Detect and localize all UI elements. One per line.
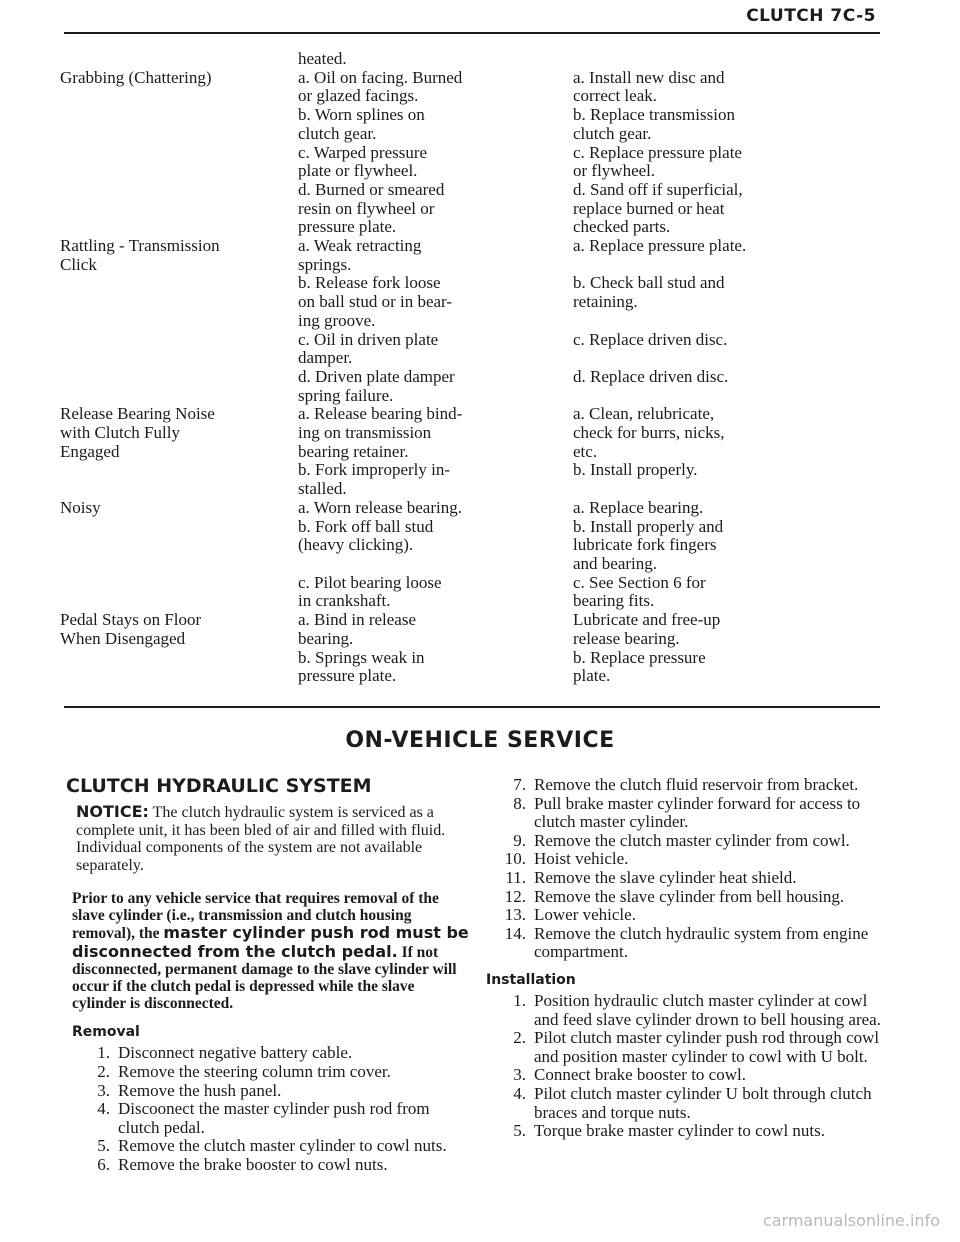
correction-line: a. Replace bearing. [573,497,704,517]
cause-line: resin on flywheel or [298,198,435,218]
condition-line: Release Bearing Noise [60,404,215,424]
condition-line: Pedal Stays on Floor [60,610,202,630]
cause-line: (heavy clicking). [298,535,414,555]
cause-line: bearing. [298,628,354,648]
list-item [72,1137,472,1156]
list-item [486,1122,886,1141]
correction-line: checked parts. [573,217,671,237]
correction-line: c. Replace pressure plate [573,142,742,162]
condition-line: Rattling - Transmission [60,236,220,256]
step-text: Remove the hush panel. [118,1080,282,1100]
correction-line [573,480,873,499]
correction-line: etc. [573,441,598,461]
warning-paragraph [72,890,472,1012]
condition-cell [60,405,298,499]
correction-line: d. Sand off if superficial, [573,179,743,199]
condition-line: Grabbing (Chattering) [60,67,212,87]
correction-line: or flywheel. [573,161,656,181]
correction-line: b. Replace transmission [573,105,735,125]
correction-line: release bearing. [573,628,680,648]
step-number: 2. [513,1028,526,1048]
table-row [60,237,890,405]
installation-heading: Installation [486,971,576,988]
step-text: Pilot clutch master cylinder push rod through cowl and position master cylinder to cowl with U bolt. [534,1028,880,1066]
correction-line: correct leak. [573,86,657,106]
cause-line: b. Worn splines on [298,105,425,125]
step-number: 6. [97,1154,110,1174]
notice-label: NOTICE: [76,802,149,821]
cause-line: bearing retainer. [298,441,409,461]
cause-line: d. Burned or smeared [298,179,445,199]
cause-line: heated. [298,49,347,68]
cause-cell [298,499,573,611]
notice-text: The clutch hydraulic system is serviced as a complete unit, it has been bled of air and filled with fluid. Individual components of the system are not available separately. [76,804,446,874]
step-text: Remove the steering column trim cover. [118,1062,391,1082]
correction-line: b. Install properly. [573,460,698,480]
list-item [486,1066,886,1085]
step-number: 10. [504,849,526,869]
list-item [486,776,886,795]
step-text: Remove the clutch master cylinder from cowl. [534,830,850,850]
notice-paragraph [76,803,472,874]
step-number: 1. [97,1043,110,1063]
installation-steps [486,992,886,1141]
step-text: Position hydraulic clutch master cylinder at cowl and feed slave cylinder drown to bell housing area. [534,990,881,1029]
cause-line [298,555,573,574]
correction-cell [573,405,873,499]
removal-steps [72,1044,472,1174]
cause-cell [298,405,573,499]
cause-cell [298,69,573,237]
correction-line: d. Replace driven disc. [573,366,729,386]
cause-line: on ball stud or in bear- [298,292,453,312]
cause-line: damper. [298,348,353,368]
removal-heading: Removal [72,1024,140,1041]
correction-line: b. Replace pressure [573,647,706,667]
list-item [486,850,886,869]
condition-line: Engaged [60,441,120,461]
step-number: 5. [97,1136,110,1156]
cause-line: a. Oil on facing. Burned [298,67,463,87]
step-number: 3. [513,1065,526,1085]
cause-line: plate or flywheel. [298,161,418,181]
section-title: ON-VEHICLE SERVICE [345,728,615,753]
step-text: Connect brake booster to cowl. [534,1065,746,1085]
correction-line: b. Check ball stud and [573,273,725,293]
list-item [486,869,886,888]
correction-line: Lubricate and free-up [573,610,721,630]
step-number: 2. [97,1062,110,1082]
table-row [60,405,890,499]
list-item [486,925,886,962]
top-rule [64,32,880,34]
condition-cell [60,50,298,69]
cause-line: d. Driven plate damper [298,366,455,386]
step-text: Remove the slave cylinder from bell housing. [534,886,845,906]
condition-cell [60,69,298,237]
diagnosis-table [60,50,890,686]
correction-cell [573,611,873,686]
cause-line: b. Fork improperly in- [298,460,451,480]
step-number: 4. [97,1099,110,1119]
step-number: 1. [513,990,526,1010]
correction-line: a. Replace pressure plate. [573,236,747,256]
step-text: Remove the slave cylinder heat shield. [534,867,797,887]
cause-line: or glazed facings. [298,86,419,106]
list-item [486,1085,886,1122]
condition-cell [60,611,298,686]
step-number: 9. [513,830,526,850]
step-number: 7. [513,775,526,794]
left-column [66,775,472,1175]
cause-line: spring failure. [298,385,394,405]
list-item [72,1100,472,1137]
list-item [486,795,886,832]
step-text: Pilot clutch master cylinder U bolt through clutch braces and torque nuts. [534,1083,872,1122]
step-text: Hoist vehicle. [534,849,629,869]
cause-line: c. Warped pressure [298,142,428,162]
cause-line: b. Springs weak in [298,647,425,667]
step-text: Lower vehicle. [534,905,636,925]
correction-line [573,349,873,368]
cause-line: springs. [298,254,352,274]
warning-text-a: Prior to any vehicle service that requires removal of the slave cylinder (i.e., transmission and clutch housing removal), the [72,890,439,943]
correction-line: clutch gear. [573,123,652,143]
cause-line: a. Bind in release [298,610,417,630]
step-text: Pull brake master cylinder forward for access to clutch master cylinder. [534,793,861,832]
correction-cell [573,499,873,611]
cause-line: a. Release bearing bind- [298,404,463,424]
step-text: Remove the clutch master cylinder to cowl nuts. [118,1136,447,1156]
cause-line: c. Pilot bearing loose [298,572,442,592]
step-number: 12. [504,886,526,906]
cause-line: pressure plate. [298,217,397,237]
step-text: Remove the brake booster to cowl nuts. [118,1154,388,1174]
list-item [486,992,886,1029]
step-number: 8. [513,793,526,813]
table-row [60,611,890,686]
warning-emphasis: master cylinder push rod must be disconnected from the clutch pedal. [72,923,469,961]
correction-line: a. Install new disc and [573,67,725,87]
correction-cell [573,69,873,237]
right-column [486,776,886,1141]
table-row [60,69,890,237]
correction-line: b. Install properly and [573,516,724,536]
cause-line: ing on transmission [298,423,432,443]
correction-line: retaining. [573,292,638,312]
correction-line: replace burned or heat [573,198,725,218]
step-number: 13. [504,905,526,925]
step-text: Remove the clutch hydraulic system from engine compartment. [534,923,869,962]
correction-cell [573,237,873,405]
warning-text-b: If not disconnected, permanent damage to the slave cylinder will occur if the clutch pedal is depressed while the slave cylinder is disconnected. [72,943,457,1013]
cause-cell [298,50,573,69]
list-item [72,1063,472,1082]
step-number: 3. [97,1080,110,1100]
table-row [60,50,890,69]
step-number: 5. [513,1121,526,1141]
correction-line: plate. [573,666,611,686]
correction-line: lubricate fork fingers [573,535,717,555]
cause-line: a. Worn release bearing. [298,497,462,517]
list-item [486,1029,886,1066]
step-number: 11. [505,867,526,887]
step-text: Discoonect the master cylinder push rod from clutch pedal. [118,1099,430,1137]
correction-line: c. Replace driven disc. [573,329,728,349]
correction-cell [573,50,873,69]
condition-line: Noisy [60,497,101,517]
condition-cell [60,237,298,405]
correction-line: bearing fits. [573,591,655,611]
cause-line: a. Weak retracting [298,236,422,256]
condition-cell [60,499,298,611]
correction-line: check for burrs, nicks, [573,423,725,443]
section-divider [64,706,880,708]
cause-line: b. Fork off ball stud [298,516,434,536]
hydraulic-heading: CLUTCH HYDRAULIC SYSTEM [66,775,372,797]
cause-cell [298,237,573,405]
condition-line: Click [60,254,97,274]
cause-line: ing groove. [298,310,376,330]
cause-line: pressure plate. [298,666,397,686]
cause-line: stalled. [298,479,347,499]
list-item [72,1044,472,1063]
cause-line: in crankshaft. [298,591,391,611]
correction-line: and bearing. [573,553,658,573]
condition-line: with Clutch Fully [60,423,180,443]
correction-line [573,312,873,331]
correction-line [573,387,873,406]
list-item [72,1082,472,1101]
correction-line: c. See Section 6 for [573,572,706,592]
step-number: 4. [513,1083,526,1103]
correction-line: a. Clean, relubricate, [573,404,715,424]
watermark: carmanualsonline.info [762,1211,940,1230]
step-text: Remove the clutch fluid reservoir from bracket. [534,775,859,794]
table-row [60,499,890,611]
step-text: Torque brake master cylinder to cowl nuts. [534,1121,826,1141]
cause-line: clutch gear. [298,123,377,143]
list-item [486,888,886,907]
list-item [486,832,886,851]
condition-line: When Disengaged [60,628,186,648]
step-number: 14. [504,923,526,943]
cause-line: c. Oil in driven plate [298,329,439,349]
cause-cell [298,611,573,686]
removal-steps-continued [486,776,886,962]
list-item [486,906,886,925]
list-item [72,1156,472,1175]
step-text: Disconnect negative battery cable. [118,1043,353,1063]
page-header: CLUTCH 7C-5 [746,6,876,26]
cause-line: b. Release fork loose [298,273,441,293]
correction-line [573,256,873,275]
